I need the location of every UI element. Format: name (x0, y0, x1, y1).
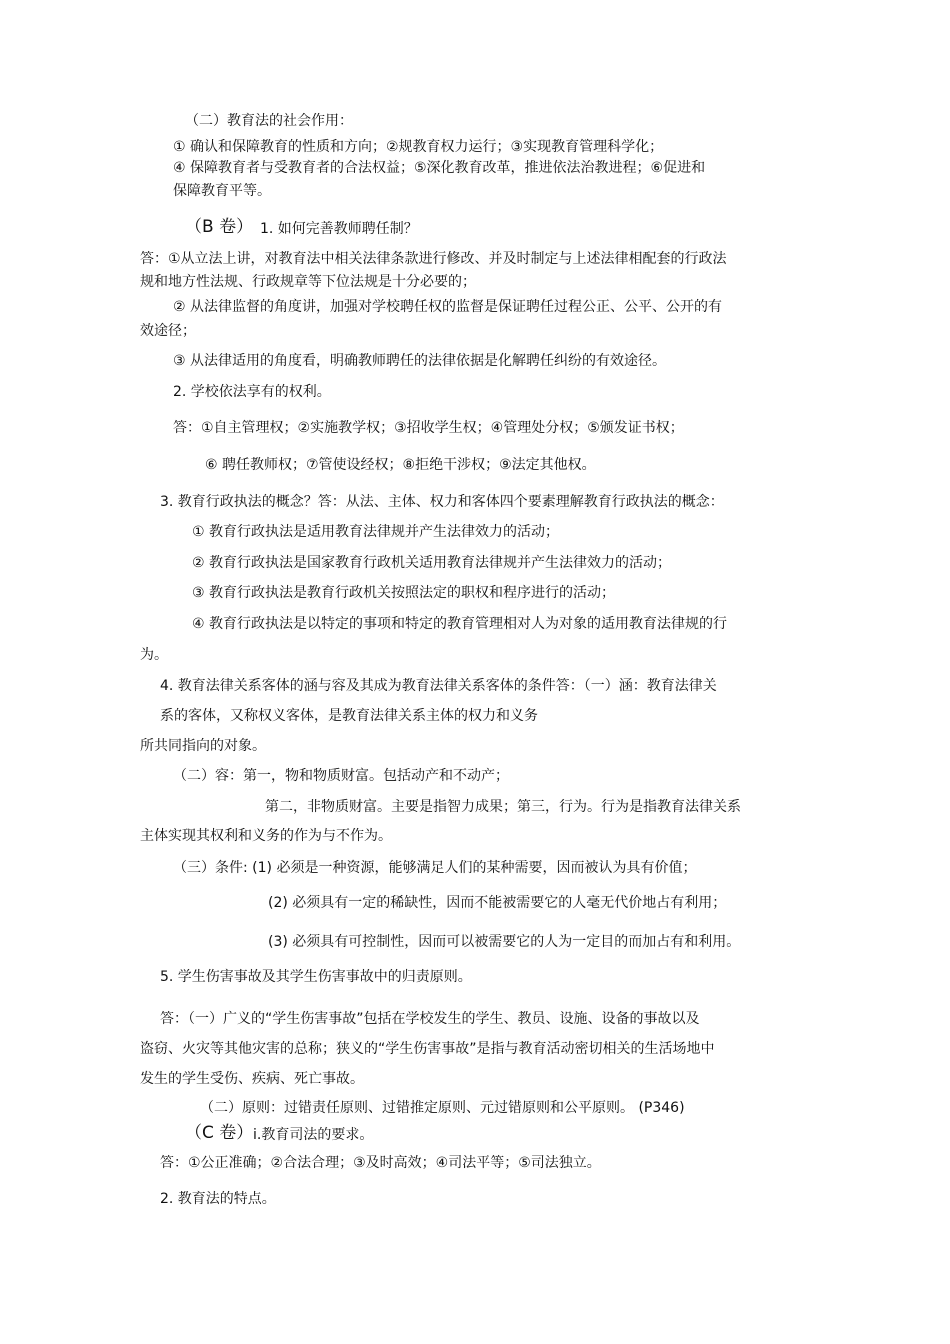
text-line: （二）容：第一，物和物质财富。包括动产和不动产； (173, 768, 509, 784)
question-heading: 5. 学生伤害事故及其学生伤害事故中的归责原则。 (160, 969, 472, 985)
question-heading: 2. 教育法的特点。 (160, 1191, 276, 1207)
text-line: ② 从法律监督的角度讲，加强对学校聘任权的监督是保证聘任过程公正、公平、公开的有 (173, 299, 722, 315)
text-line: 答：①自主管理权；②实施教学权；③招收学生权；④管理处分权；⑤颁发证书权； (173, 420, 684, 436)
section-label-c: （C 卷） (185, 1123, 254, 1143)
question-heading: i.教育司法的要求。 (253, 1127, 374, 1143)
question-heading: 1. 如何完善教师聘任制？ (260, 221, 418, 237)
question-heading: 2. 学校依法享有的权利。 (173, 384, 331, 400)
text-line: （二）原则：过错责任原则、过错推定原则、元过错原则和公平原则。 (P346) (200, 1100, 685, 1116)
text-line: 规和地方性法规、行政规章等下位法规是十分必要的； (140, 274, 476, 290)
section-label-b: （B 卷） (185, 217, 254, 237)
text-line: ① 教育行政执法是适用教育法律规并产生法律效力的活动； (192, 524, 559, 540)
question-heading: 3. 教育行政执法的概念？答：从法、主体、权力和客体四个要素理解教育行政执法的概念： (160, 494, 724, 510)
text-line: ④ 保障教育者与受教育者的合法权益；⑤深化教育改革，推进依法治教进程；⑥促进和 (173, 160, 706, 176)
text-line: ④ 教育行政执法是以特定的事项和特定的教育管理相对人为对象的适用教育法律规的行 (192, 616, 727, 632)
text-line: ① 确认和保障教育的性质和方向；②规教育权力运行；③实现教育管理科学化； (173, 139, 664, 155)
text-line: 答：①公正准确；②合法合理；③及时高效；④司法平等；⑤司法独立。 (160, 1155, 601, 1171)
text-line: 系的客体，又称权义客体，是教育法律关系主体的权力和义务 (160, 708, 538, 724)
text-line: 盗窃、火灾等其他灾害的总称；狭义的“学生伤害事故”是指与教育活动密切相关的生活场地中 (140, 1041, 715, 1057)
text-line: ⑥ 聘任教师权；⑦管使设经权；⑧拒绝干涉权；⑨法定其他权。 (205, 457, 596, 473)
text-line: 为。 (140, 647, 168, 663)
question-heading: 4. 教育法律关系客体的涵与容及其成为教育法律关系客体的条件答：（一）涵：教育法律关 (160, 678, 717, 694)
text-line: ② 教育行政执法是国家教育行政机关适用教育法律规并产生法律效力的活动； (192, 555, 671, 571)
text-line: ③ 教育行政执法是教育行政机关按照法定的职权和程序进行的活动； (192, 585, 615, 601)
text-line: 答：①从立法上讲，对教育法中相关法律条款进行修改、并及时制定与上述法律相配套的行政法 (140, 251, 727, 267)
text-line: 效途径； (140, 323, 196, 339)
text-line: 第二，非物质财富。主要是指智力成果；第三，行为。行为是指教育法律关系 (265, 799, 741, 815)
text-line: 主体实现其权利和义务的作为与不作为。 (140, 828, 392, 844)
text-line: （三）条件: (1) 必须是一种资源，能够满足人们的某种需要，因而被认为具有价值； (173, 860, 697, 876)
text-line: 所共同指向的对象。 (140, 738, 266, 754)
text-line: 答：（一）广义的“学生伤害事故”包括在学校发生的学生、教员、设施、设备的事故以及 (160, 1011, 700, 1027)
text-line: ③ 从法律适用的角度看，明确教师聘任的法律依据是化解聘任纠纷的有效途径。 (173, 353, 666, 369)
text-line: (3) 必须具有可控制性，因而可以被需要它的人为一定目的而加占有和利用。 (268, 934, 741, 950)
text-line: 发生的学生受伤、疾病、死亡事故。 (140, 1071, 364, 1087)
section-heading: （二）教育法的社会作用： (185, 113, 353, 129)
text-line: 保障教育平等。 (173, 183, 271, 199)
text-line: (2) 必须具有一定的稀缺性，因而不能被需要它的人毫无代价地占有利用； (268, 895, 727, 911)
